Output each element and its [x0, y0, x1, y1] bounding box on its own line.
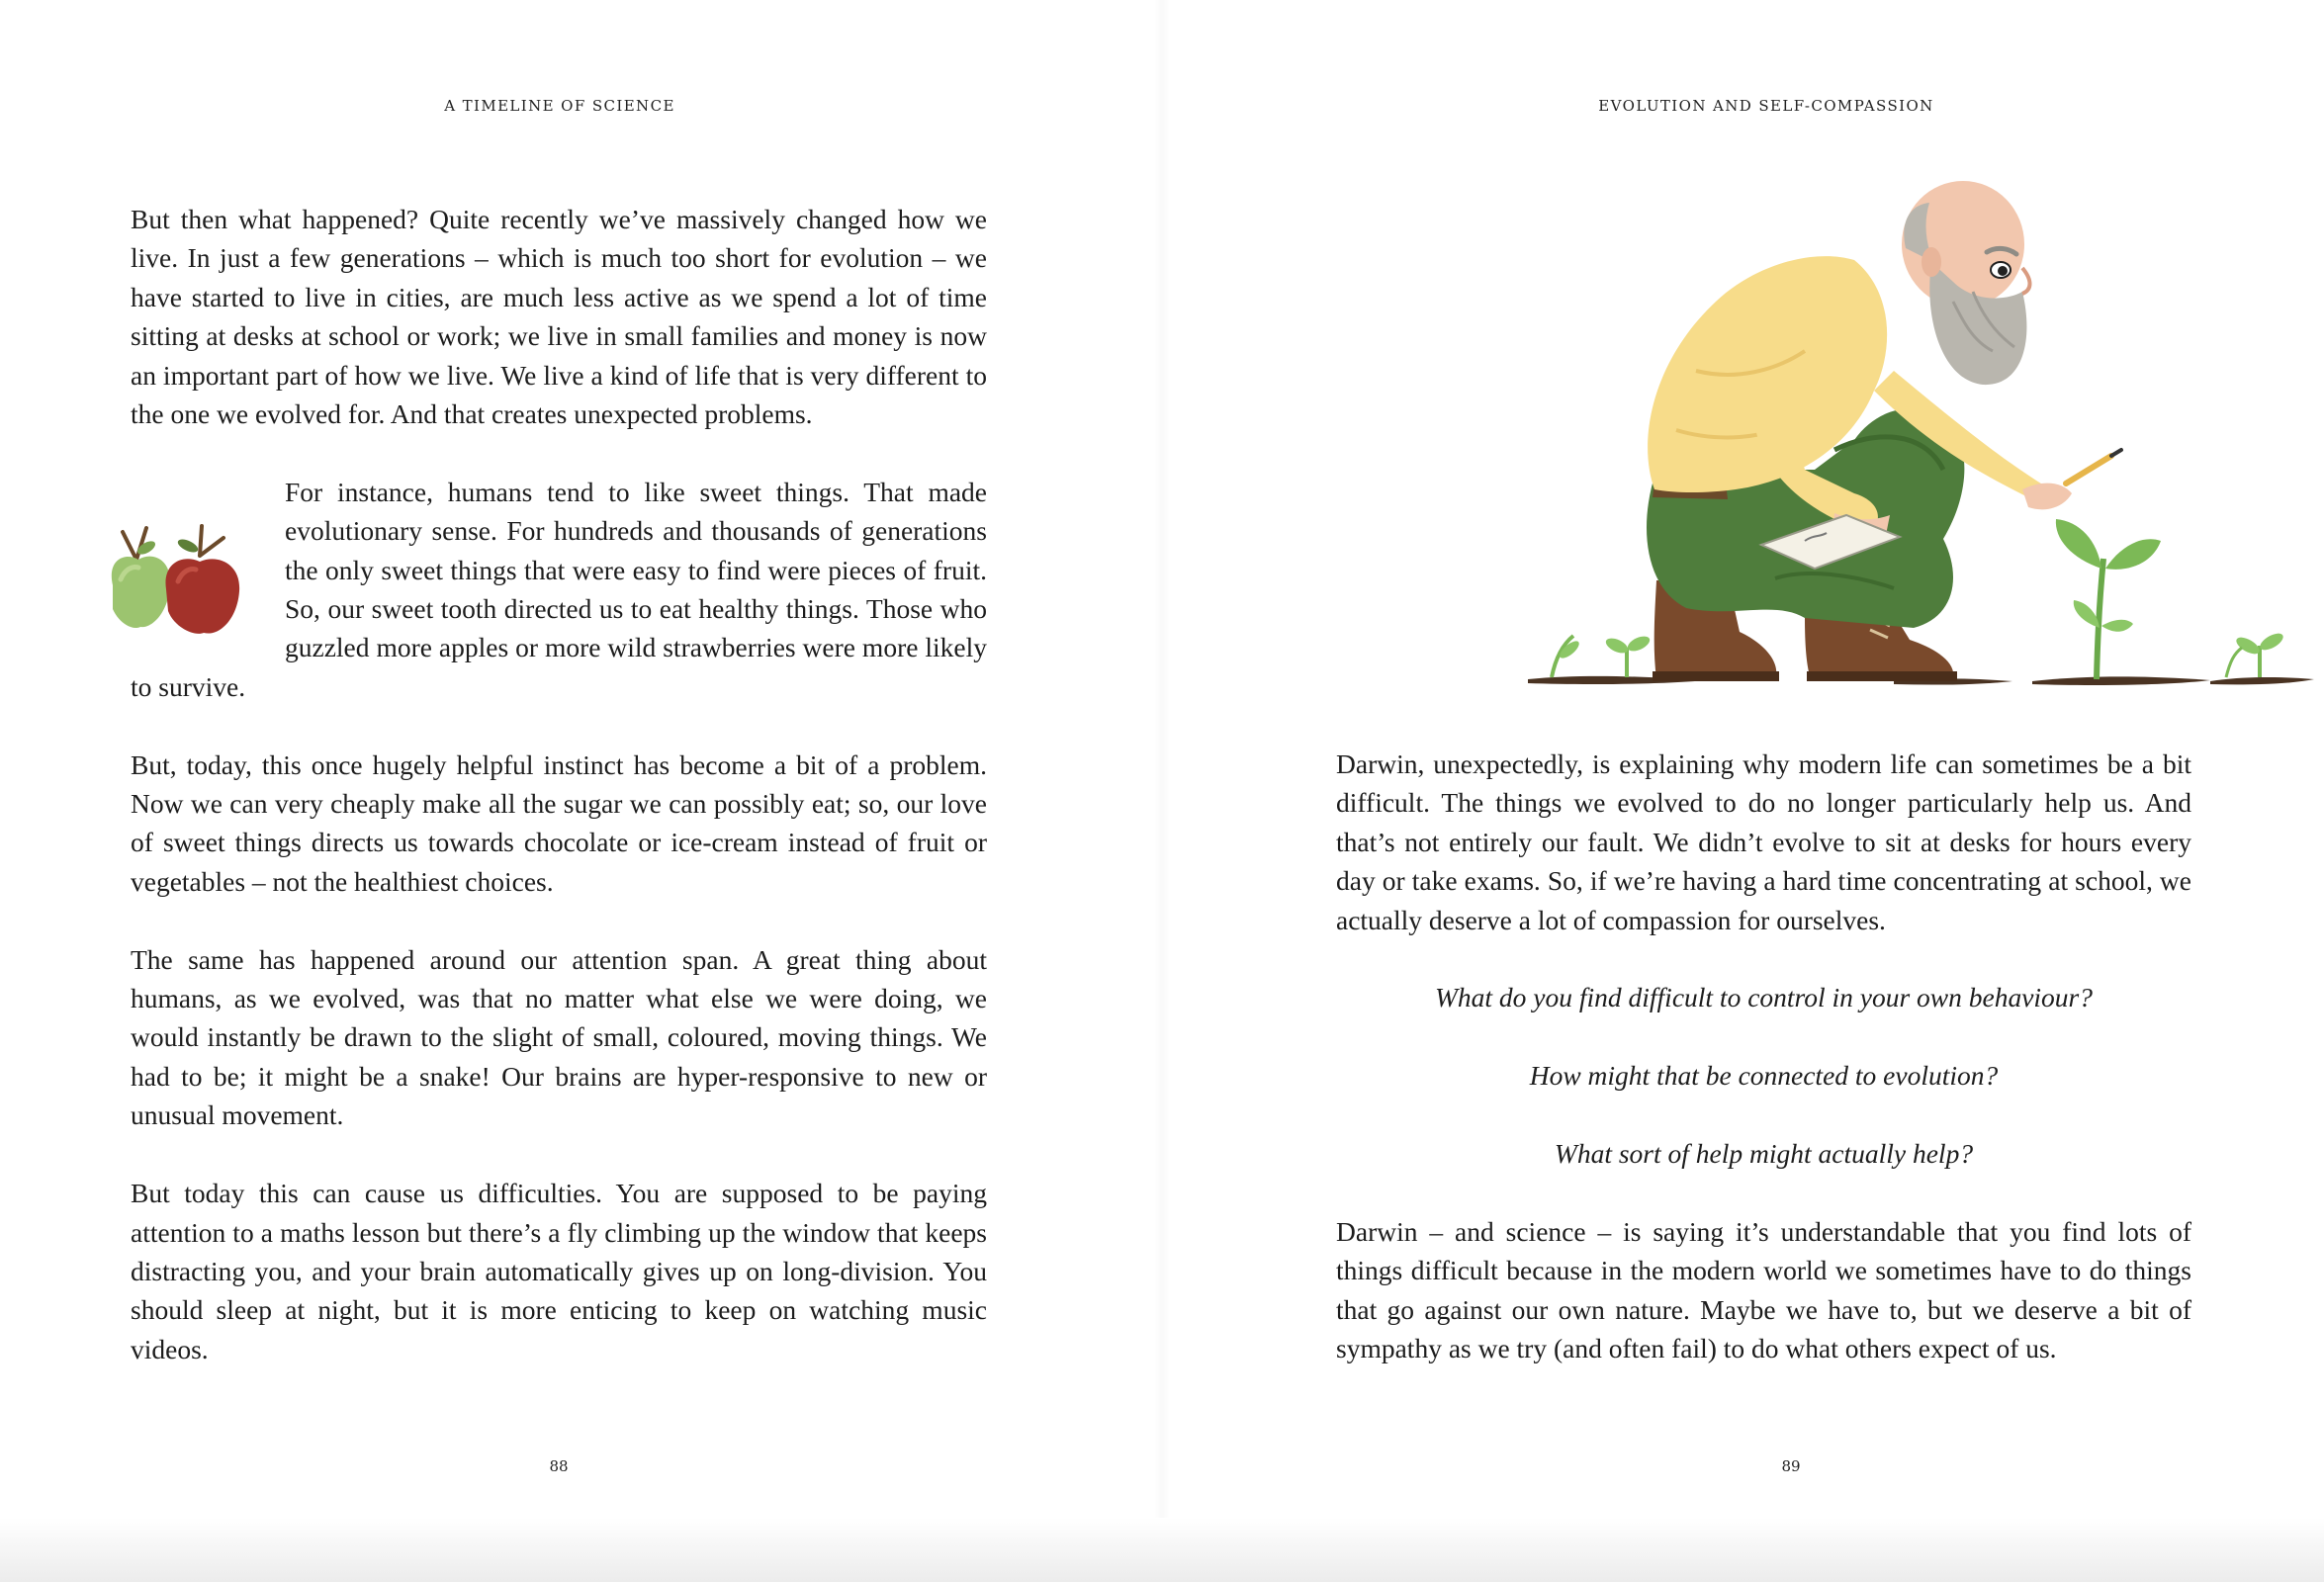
running-head-right: EVOLUTION AND SELF-COMPASSION	[1598, 97, 1934, 115]
question-1: What do you find difficult to control in your own behaviour?	[1434, 982, 2094, 1013]
closing-paragraph: Darwin – and science – is saying it’s understandable that you find lots of things difficult because in the modern world we sometimes have to do things that go against our own nature. Maybe we have to, but we deserve a bit of sympathy as we try (and often fail) to do what others expect of us.	[1336, 1215, 2191, 1364]
right-page	[1162, 0, 2324, 1582]
left-page-body	[131, 200, 987, 1408]
darwin-planting-illustration	[1340, 153, 2319, 702]
paragraph-2	[131, 473, 987, 706]
question-2: How might that be connected to evolution?	[1529, 1060, 1999, 1092]
right-page-body	[1336, 745, 2191, 1407]
reflection-questions	[1336, 978, 2191, 1173]
question-3: What sort of help might actually help?	[1554, 1138, 1974, 1170]
paragraph-3: But, today, this once hugely helpful instinct has become a bit of a problem. Now we can very cheaply make all the sugar we can possibly eat; so, our love of sweet things directs us towards chocolate or ice-cream instead of fruit or vegetables – not the healthiest choices.	[131, 748, 987, 897]
book-gutter	[1154, 0, 1170, 1582]
paragraph-4: The same has happened around our attention span. A great thing about humans, as we evolved, was that no matter what else we were doing, we would instantly be drawn to the slight of small, coloured, moving things. We had to be; it might be a snake! Our brains are hyper-responsive to new or unusual movement.	[131, 943, 987, 1131]
running-head-left: A TIMELINE OF SCIENCE	[444, 97, 675, 115]
paragraph-2-text: For instance, humans tend to like sweet things. That made evolutionary sense. For hundreds and thousands of generations the only sweet things that were easy to find were pieces of fruit. So, our sweet tooth directed us to eat healthy things. Those who guzzled more apples or more wild strawberries were more likely to survive.	[131, 476, 987, 702]
paragraph-1: But then what happened? Quite recently we’ve massively changed how we live. In just a few generations – which is much too short for evolution – we have started to live in cities, are much less active as we spend a lot of time sitting at desks at school or work; we live in small families and money is now an important part of how we live. We live a kind of life that is very different to the one we evolved for. And that creates unexpected problems.	[131, 204, 987, 430]
page-number-right: 89	[1781, 1457, 1801, 1475]
apples-illustration	[103, 520, 281, 637]
bottom-shadow	[0, 1518, 2324, 1582]
darwin-paragraph: Darwin, unexpectedly, is explaining why modern life can sometimes be a bit difficult. The things we evolved to do no longer particularly help us. And that’s not entirely our fault. We didn’t evolve to sit at desks for hours every day or take exams. So, if we’re having a hard time concentrating at school, we actually deserve a lot of compassion for ourselves.	[1336, 748, 2191, 935]
paragraph-5: But today this can cause us difficulties. You are supposed to be paying attention to a maths lesson but there’s a fly climbing up the window that keeps distracting you, and your brain automatically gives up on long-division. You should sleep at night, but it is more enticing to keep on watching music videos.	[131, 1178, 987, 1364]
page-number-left: 88	[549, 1457, 569, 1475]
